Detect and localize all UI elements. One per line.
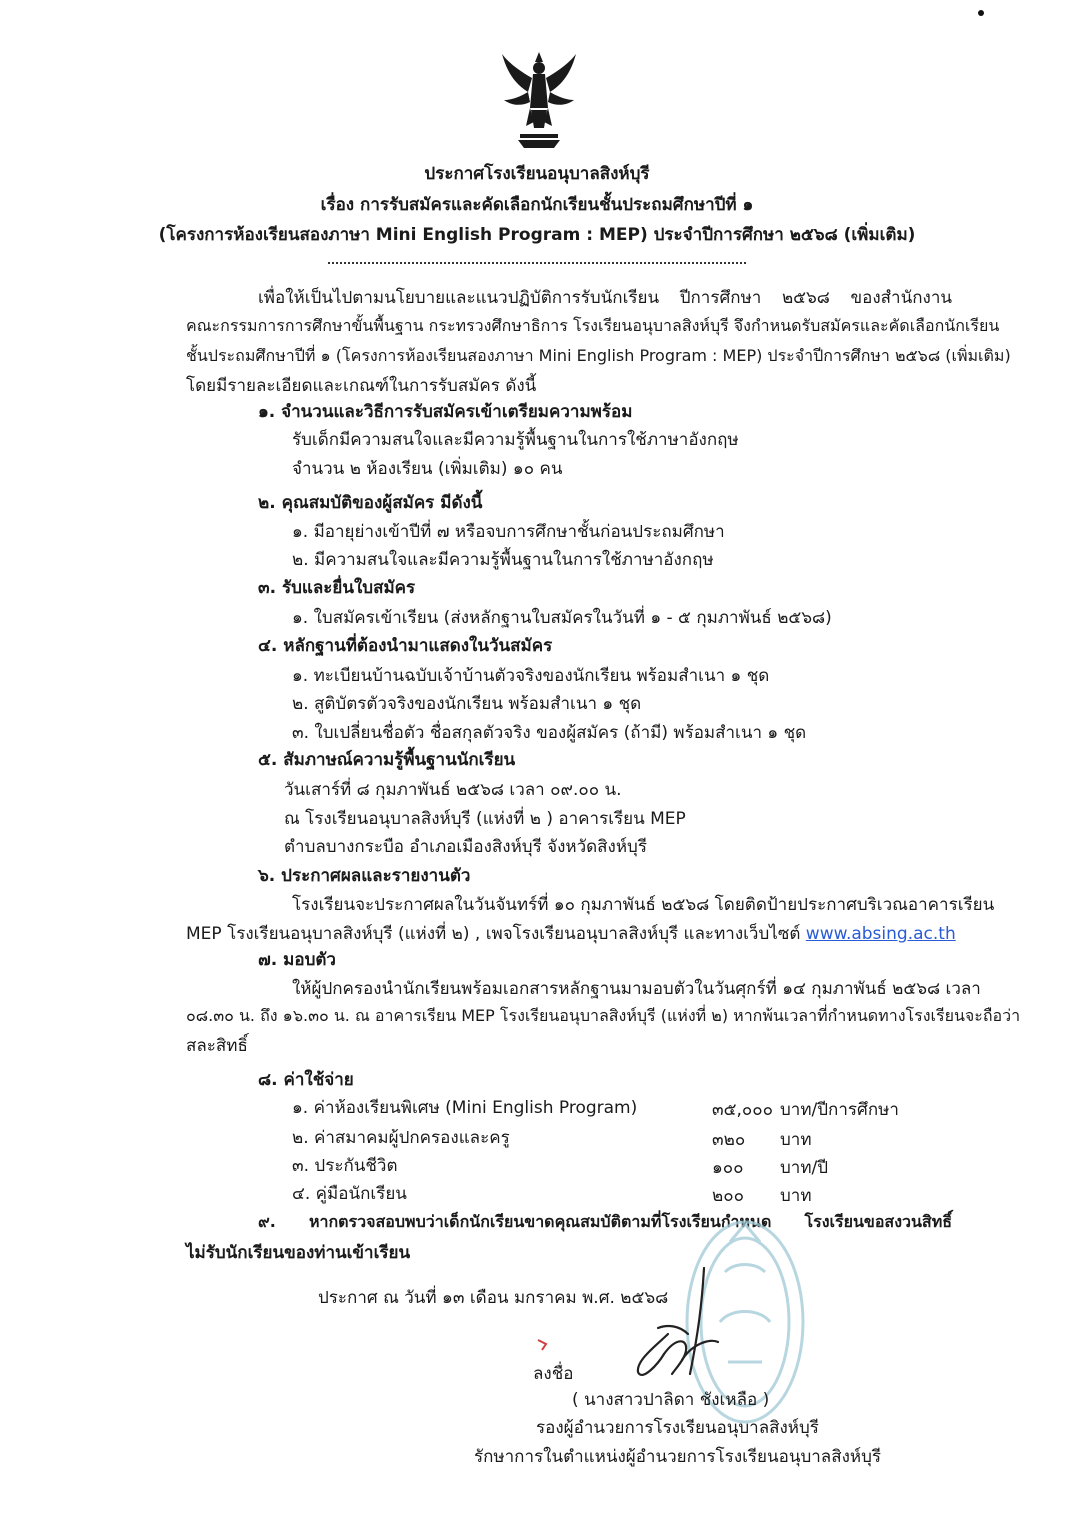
garuda-emblem-icon [498,48,580,152]
section-line: ณ โรงเรียนอนุบาลสิงห์บุรี (แห่งที่ ๒ ) อาคารเรียน MEP [284,809,686,829]
section-line: ๒. มีความสนใจและมีความรู้พื้นฐานในการใช้ภาษาอังกฤษ [292,550,714,570]
website-link[interactable]: www.absing.ac.th [805,924,956,944]
section-line: วันเสาร์ที่ ๘ กุมภาพันธ์ ๒๕๖๘ เวลา ๐๙.๐๐ น. [284,780,622,800]
announcement-title: ประกาศโรงเรียนอนุบาลสิงห์บุรี [424,164,650,184]
section-line: จำนวน ๒ ห้องเรียน (เพิ่มเติม) ๑๐ คน [292,459,563,479]
section-line: ๑. ทะเบียนบ้านฉบับเจ้าบ้านตัวจริงของนักเรียน พร้อมสำเนา ๑ ชุด [292,666,770,686]
signer-acting-position: รักษาการในตำแหน่งผู้อำนวยการโรงเรียนอนุบาลสิงห์บุรี [474,1447,882,1467]
section-heading: ๓. รับและยื่นใบสมัคร [258,578,416,598]
section-heading: ๑. จำนวนและวิธีการรับสมัครเข้าเตรียมความพร้อม [258,402,633,422]
fee-label: ๑. ค่าห้องเรียนพิเศษ (Mini English Program) [292,1098,638,1118]
header-divider [328,262,746,264]
intro-line: เพื่อให้เป็นไปตามนโยบายและแนวปฏิบัติการรับนักเรียน ปีการศึกษา ๒๕๖๘ ของสำนักงาน [258,288,952,308]
signature-icon [628,1264,728,1384]
fee-unit: บาท [780,1130,812,1150]
announcement-date: ประกาศ ณ วันที่ ๑๓ เดือน มกราคม พ.ศ. ๒๕๖๘ [318,1288,669,1308]
signer-name: ( นางสาวปาลิดา ชังเหลือ ) [572,1390,770,1410]
intro-line: คณะกรรมการการศึกษาขั้นพื้นฐาน กระทรวงศึกษาธิการ โรงเรียนอนุบาลสิงห์บุรี จึงกำหนดรับสมัครและคัดเลือกนักเรียน [186,316,1000,335]
section-line: ๒. สูติบัตรตัวจริงของนักเรียน พร้อมสำเนา ๑ ชุด [292,694,642,714]
section-heading: ๒. คุณสมบัติของผู้สมัคร มีดังนี้ [258,493,483,513]
announcement-subject: เรื่อง การรับสมัครและคัดเลือกนักเรียนชั้นประถมศึกษาปีที่ ๑ [320,195,754,215]
fee-label: ๓. ประกันชีวิต [292,1156,398,1176]
announcement-subtitle: (โครงการห้องเรียนสองภาษา Mini English Program : MEP) ประจำปีการศึกษา ๒๕๖๘ (เพิ่มเติม) [158,225,916,245]
ink-dot [978,10,984,16]
section-line: สละสิทธิ์ [186,1036,248,1056]
fee-amount: ๓๕,๐๐๐ [712,1100,774,1120]
section-heading: ๖. ประกาศผลและรายงานตัว [258,866,471,886]
red-mark-icon [536,1336,556,1352]
section-line: ให้ผู้ปกครองนำนักเรียนพร้อมเอกสารหลักฐานมามอบตัวในวันศุกร์ที่ ๑๔ กุมภาพันธ์ ๒๕๖๘ เวลา [292,979,981,999]
section-line: ๐๘.๓๐ น. ถึง ๑๖.๓๐ น. ณ อาคารเรียน MEP โรงเรียนอนุบาลสิงห์บุรี (แห่งที่ ๒) หากพ้นเวลาที่กำหนดทางโรงเรียนจะถือว่า [186,1006,1021,1025]
section-line: รับเด็กมีความสนใจและมีความรู้พื้นฐานในการใช้ภาษาอังกฤษ [292,430,739,450]
intro-line: ชั้นประถมศึกษาปีที่ ๑ (โครงการห้องเรียนสองภาษา Mini English Program : MEP) ประจำปีการศึกษา ๒๕๖๘ (เพิ่มเติม) [186,346,1011,365]
section-line: ๑. ใบสมัครเข้าเรียน (ส่งหลักฐานใบสมัครในวันที่ ๑ - ๕ กุมภาพันธ์ ๒๕๖๘) [292,608,832,628]
fee-unit: บาท/ปี [780,1158,829,1178]
signature-label: ลงชื่อ [533,1364,574,1384]
fee-unit: บาท/ปีการศึกษา [780,1100,899,1120]
section-line: ไม่รับนักเรียนของท่านเข้าเรียน [186,1243,411,1263]
section-line: โรงเรียนจะประกาศผลในวันจันทร์ที่ ๑๐ กุมภาพันธ์ ๒๕๖๘ โดยติดป้ายประกาศบริเวณอาคารเรียน [292,895,995,915]
section-heading: ๕. สัมภาษณ์ความรู้พื้นฐานนักเรียน [258,750,516,770]
intro-line: โดยมีรายละเอียดและเกณฑ์ในการรับสมัคร ดังนี้ [186,376,537,396]
section-line: ๑. มีอายุย่างเข้าปีที่ ๗ หรือจบการศึกษาชั้นก่อนประถมศึกษา [292,522,725,542]
section-heading: ๗. มอบตัว [258,950,336,970]
section-text: MEP โรงเรียนอนุบาลสิงห์บุรี (แห่งที่ ๒) , เพจโรงเรียนอนุบาลสิงห์บุรี และทางเว็บไซต์ [186,924,801,944]
section-heading: ๔. หลักฐานที่ต้องนำมาแสดงในวันสมัคร [258,636,553,656]
section-line: ตำบลบางกระบือ อำเภอเมืองสิงห์บุรี จังหวัดสิงห์บุรี [284,837,647,857]
section-line [186,920,956,947]
section-heading: ๘. ค่าใช้จ่าย [258,1070,354,1090]
fee-label: ๔. คู่มือนักเรียน [292,1184,407,1204]
fee-unit: บาท [780,1186,812,1206]
section-line: ๓. ใบเปลี่ยนชื่อตัว ชื่อสกุลตัวจริง ของผู้สมัคร (ถ้ามี) พร้อมสำเนา ๑ ชุด [292,723,807,743]
fee-amount: ๒๐๐ [712,1186,744,1206]
fee-label: ๒. ค่าสมาคมผู้ปกครองและครู [292,1128,510,1148]
fee-amount: ๑๐๐ [712,1158,744,1178]
fee-amount: ๓๒๐ [712,1130,746,1150]
section-heading: ๙. หากตรวจสอบพบว่าเด็กนักเรียนขาดคุณสมบัติตามที่โรงเรียนกำหนด โรงเรียนขอสงวนสิทธิ์ [258,1212,952,1231]
signer-position: รองผู้อำนวยการโรงเรียนอนุบาลสิงห์บุรี [536,1418,819,1438]
